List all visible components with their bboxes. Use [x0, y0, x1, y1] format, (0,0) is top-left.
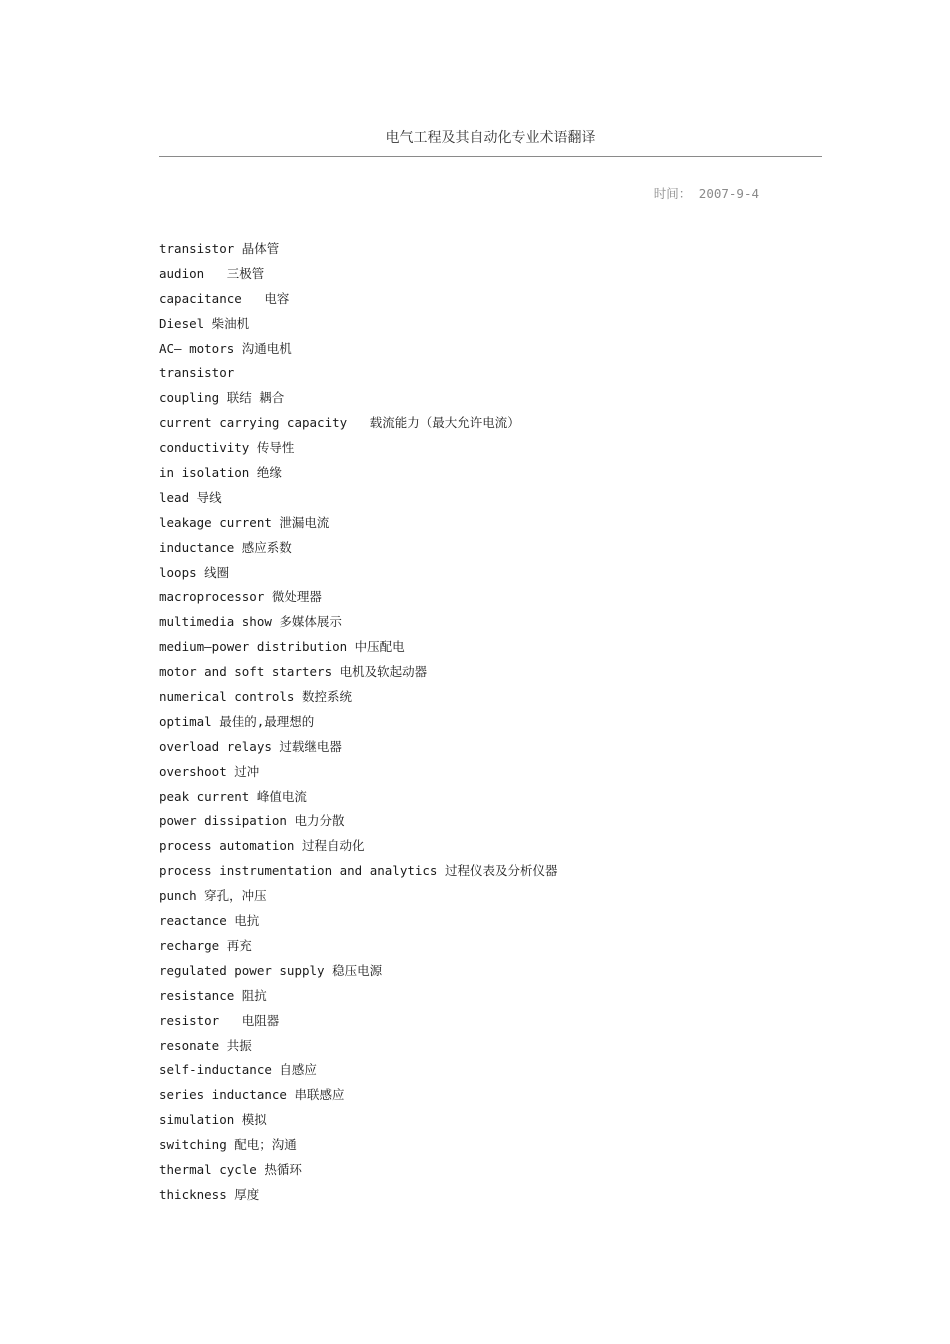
- term-entry: self-inductance 自感应: [159, 1062, 317, 1078]
- term-entry: coupling 联结 耦合: [159, 390, 285, 406]
- term-entry: loops 线圈: [159, 564, 230, 580]
- term-entry: process instrumentation and analytics 过程仪表及分析仪器: [159, 863, 558, 879]
- publish-date: 时间： 2007-9-4: [653, 186, 759, 201]
- term-entry: multimedia show 多媒体展示: [159, 614, 342, 630]
- term-entry: peak current 峰值电流: [159, 788, 307, 804]
- term-entry: motor and soft starters 电机及软起动器: [159, 664, 428, 680]
- term-entry: regulated power supply 稳压电源: [159, 962, 383, 978]
- term-entry: macroprocessor 微处理器: [159, 589, 322, 605]
- term-entry: resistor 电阻器: [159, 1012, 280, 1028]
- term-entry: process automation 过程自动化: [159, 838, 365, 854]
- term-entry: switching 配电；沟通: [159, 1137, 297, 1153]
- term-entry: punch 穿孔，冲压: [159, 888, 267, 904]
- term-entry: inductance 感应系数: [159, 539, 292, 555]
- term-entry: lead 导线: [159, 489, 222, 505]
- term-entry: series inductance 串联感应: [159, 1087, 345, 1103]
- term-entry: transistor: [159, 365, 235, 381]
- term-entry: Diesel 柴油机: [159, 315, 250, 331]
- term-entry: thermal cycle 热循环: [159, 1161, 302, 1177]
- term-entry: numerical controls 数控系统: [159, 689, 352, 705]
- term-entry: optimal 最佳的,最理想的: [159, 713, 315, 729]
- term-entry: resistance 阻抗: [159, 987, 267, 1003]
- term-entry: leakage current 泄漏电流: [159, 514, 330, 530]
- term-entry: thickness 厚度: [159, 1186, 260, 1202]
- term-entry: audion 三极管: [159, 265, 265, 281]
- term-entry: capacitance 电容: [159, 290, 290, 306]
- term-entry: in isolation 绝缘: [159, 465, 282, 481]
- term-entry: current carrying capacity 载流能力（最大允许电流）: [159, 415, 520, 431]
- term-entry: medium—power distribution 中压配电: [159, 639, 405, 655]
- term-entry: reactance 电抗: [159, 913, 260, 929]
- term-entry: resonate 共振: [159, 1037, 252, 1053]
- term-entry: AC— motors 沟通电机: [159, 340, 292, 356]
- term-entry: recharge 再充: [159, 937, 252, 953]
- term-entry: transistor 晶体管: [159, 241, 280, 256]
- document-title: 电气工程及其自动化专业术语翻译: [385, 130, 596, 146]
- term-entry: conductivity 传导性: [159, 440, 295, 456]
- term-entry: overload relays 过载继电器: [159, 738, 342, 754]
- term-entry: power dissipation 电力分散: [159, 813, 345, 829]
- term-entry: simulation 模拟: [159, 1112, 267, 1128]
- term-list: [159, 237, 557, 1208]
- title-divider: [159, 156, 822, 157]
- term-entry: overshoot 过冲: [159, 763, 260, 779]
